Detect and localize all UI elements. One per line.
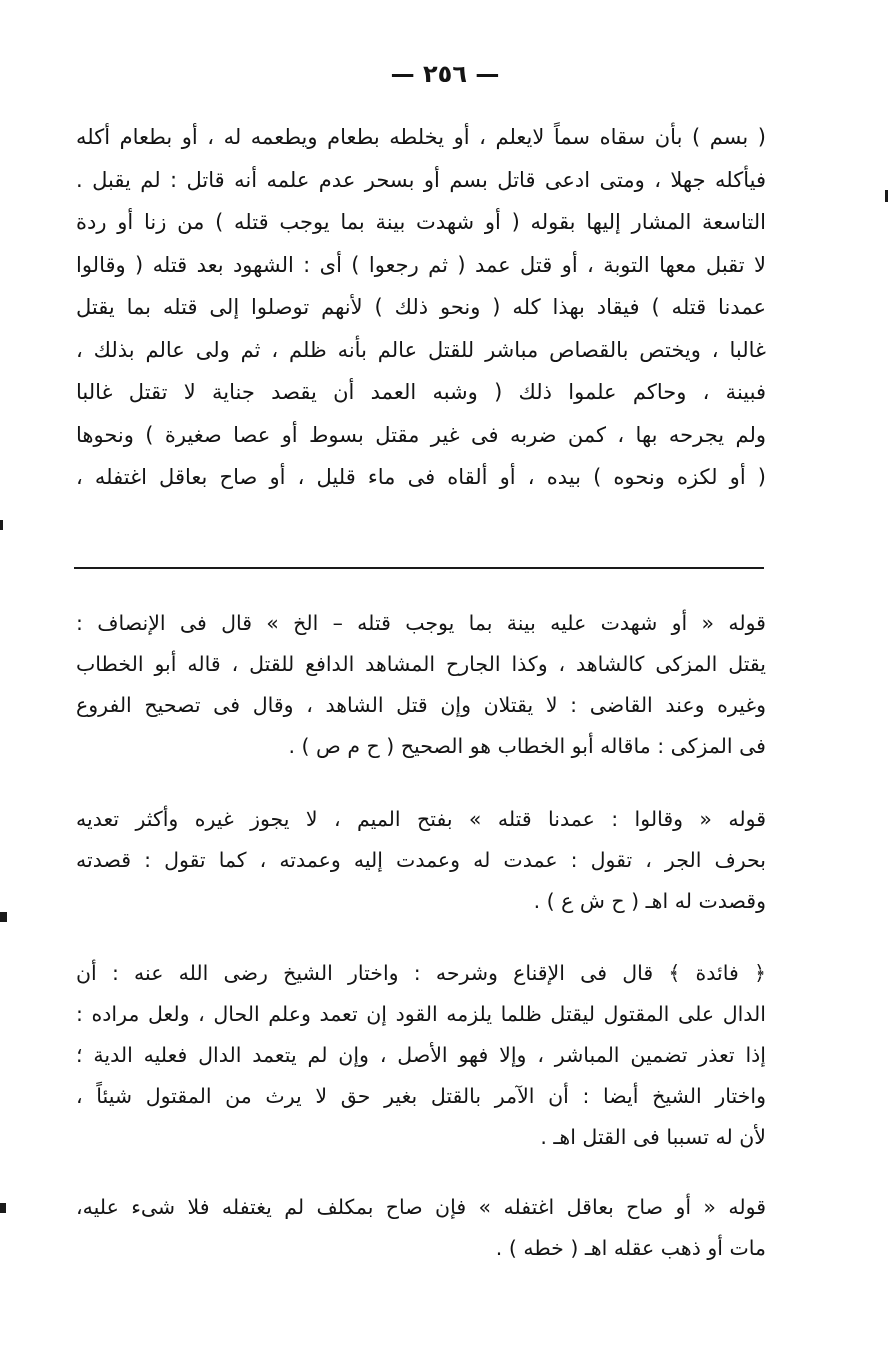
main-text-line: عمدنا قتله ) فيقاد بهذا كله ( ونحو ذلك ) لأنهم توصلوا إلى قتله بما يقتل xyxy=(76,295,766,319)
footnote-line: فى المزكى : ماقاله أبو الخطاب هو الصحيح ( ح م ص ) . xyxy=(288,734,766,758)
footnote-line: وغيره وعند القاضى : لا يقتلان وإن قتل الشاهد ، وقال فى تصحيح الفروع xyxy=(76,693,766,717)
scan-edge-mark xyxy=(0,1203,6,1213)
footnote-line: قوله « أو شهدت عليه بينة بما يوجب قتله – الخ » قال فى الإنصاف : xyxy=(76,611,766,635)
footnote-3 xyxy=(76,953,766,1158)
scan-edge-mark xyxy=(0,912,7,922)
main-text-line: فيأكله جهلا ، ومتى ادعى قاتل بسم أو بسحر عدم علمه أنه قاتل : لم يقبل . xyxy=(76,167,766,192)
footnote-line: بحرف الجر ، تقول : عمدت له وعمدت إليه وعمدته ، كما تقول : قصدته xyxy=(76,848,766,872)
footnote-line: قوله « أو صاح بعاقل اغتفله » فإن صاح بمكلف لم يغتفله فلا شىء عليه، xyxy=(76,1195,766,1219)
footnote-line: مات أو ذهب عقله اهـ ( خطه ) . xyxy=(495,1236,766,1260)
main-text-line: لا تقبل معها التوبة ، أو قتل عمد ( ثم رجعوا ) أى : الشهود بعد قتله ( وقالوا xyxy=(76,252,766,277)
scan-edge-mark xyxy=(0,520,3,530)
main-text-line: ( بسم ) بأن سقاه سماً لايعلم ، أو يخلطه بطعام ويطعمه له ، أو بطعام أكله xyxy=(76,125,766,149)
main-text-line: التاسعة المشار إليها بقوله ( أو شهدت بينة بما يوجب قتله ) من زنا أو ردة xyxy=(76,210,766,234)
footnote-divider xyxy=(74,567,764,569)
footnote-line: وقصدت له اهـ ( ح ش ع ) . xyxy=(533,889,766,913)
scan-edge-mark xyxy=(885,190,888,202)
footnote-line: لأن له تسببا فى القتل اهـ . xyxy=(540,1125,766,1149)
main-text-block xyxy=(76,116,766,499)
main-text-line: فبينة ، وحاكم علموا ذلك ( وشبه العمد أن يقصد جناية لا تقتل غالبا xyxy=(76,380,766,404)
footnote-line: واختار الشيخ أيضا : أن الآمر بالقتل بغير حق لا يرث من المقتول شيئاً ، xyxy=(76,1084,766,1108)
main-text-line: ولم يجرحه بها ، كمن ضربه فى غير مقتل بسوط أو عصا صغيرة ) ونحوها xyxy=(76,422,766,447)
page-number: — ٢٥٦ — xyxy=(390,60,500,88)
footnote-line: ﴿ فائدة ﴾ قال فى الإقناع وشرحه : واختار الشيخ رضى الله عنه : أن xyxy=(76,961,766,985)
footnote-line: الدال على المقتول ليقتل ظلما يلزمه القود إن تعمد وعلم الحال ، ولعل مراده : xyxy=(76,1002,766,1026)
footnote-1 xyxy=(76,603,766,767)
footnote-4 xyxy=(76,1187,766,1269)
footnote-line: يقتل المزكى كالشاهد ، وكذا الجارح المشاهد الدافع للقتل ، قاله أبو الخطاب xyxy=(76,652,766,676)
main-text-line: غالبا ، ويختص بالقصاص مباشر للقتل عالم بأنه ظلم ، ثم ولى عالم بذلك ، xyxy=(76,337,766,362)
footnote-line: قوله « وقالوا : عمدنا قتله » بفتح الميم ، لا يجوز غيره وأكثر تعديه xyxy=(76,807,766,831)
main-text-line: ( أو لكزه ونحوه ) بيده ، أو ألقاه فى ماء قليل ، أو صاح بعاقل اغتفله ، xyxy=(76,465,766,489)
footnote-2 xyxy=(76,799,766,922)
footnote-line: إذا تعذر تضمين المباشر ، وإلا فهو الأصل ، وإن لم يتعمد الدال فعليه الدية ؛ xyxy=(76,1043,766,1067)
